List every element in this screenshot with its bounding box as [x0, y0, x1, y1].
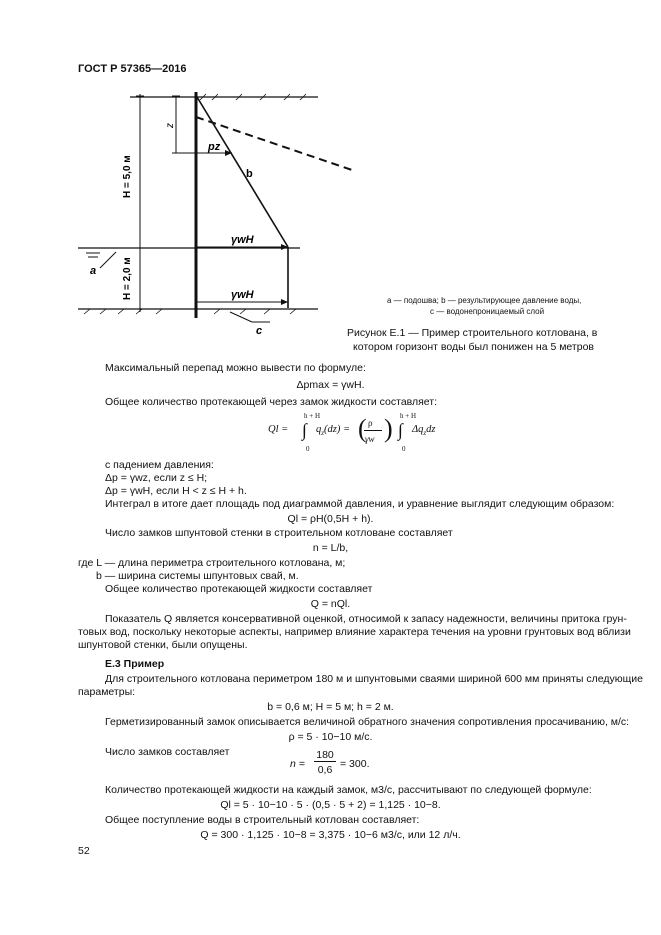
- limit-bottom: 0: [306, 445, 310, 453]
- label-H2: H = 2,0 м: [122, 257, 133, 300]
- fraction-numerator: 180: [314, 749, 336, 762]
- paragraph: Δp = γwz, если z ≤ H;: [105, 472, 208, 484]
- formula-n: n = L/b,: [312, 542, 349, 554]
- paragraph: шпунтовой стенки, были опущены.: [78, 639, 248, 651]
- formula-integral: Ql = h + H ∫ 0 $q_z(dz)$ = ( ρ γw ) h + H ∫ 0 $\Delta q_zdz$: [268, 412, 436, 453]
- paragraph: Герметизированный замок описывается величиной обратного значения сопротивления просачиванию, м/с:: [105, 716, 630, 728]
- label-gH-top: γwH: [231, 234, 254, 246]
- label-H5: H = 5,0 м: [122, 155, 133, 198]
- paragraph: Интеграл в итоге дает площадь под диаграммой давления, и уравнение выглядит следующим образом:: [105, 498, 615, 510]
- formula-ql-value: Ql = 5 · 10−10 · 5 · (0,5 · 5 + 2) = 1,125 · 10−8.: [220, 799, 441, 811]
- label-gH-bot: γwH: [231, 289, 254, 301]
- figure-caption-1: Рисунок Е.1 — Пример строительного котлована, в: [347, 327, 598, 339]
- paragraph: Для строительного котлована периметром 180 м и шпунтовыми сваями шириной 600 мм приняты следующие: [105, 673, 643, 685]
- document-header: ГОСТ Р 57365—2016: [78, 63, 187, 75]
- label-pz: pz: [208, 141, 221, 153]
- frac-gw: γw: [365, 434, 375, 444]
- label-a: a: [90, 265, 97, 277]
- figure-legend-2: c — водонепроницаемый слой: [430, 307, 545, 316]
- formula-q: Q = nQl.: [310, 598, 351, 610]
- fraction-denominator: 0,6: [317, 764, 333, 776]
- paragraph: с падением давления:: [105, 459, 214, 471]
- section-heading: Е.3 Пример: [105, 658, 165, 670]
- paragraph: Общее количество протекающей через замок жидкости составляет:: [105, 396, 438, 408]
- paragraph: Число замков составляет: [105, 746, 230, 758]
- formula-rho: ρ = 5 · 10−10 м/с.: [288, 731, 373, 743]
- paragraph: Число замков шпунтовой стенки в строительном котловане составляет: [105, 527, 453, 539]
- paragraph: где L — длина периметра строительного котлована, м;: [78, 557, 346, 569]
- paragraph: b — ширина системы шпунтовых свай, м.: [96, 570, 299, 582]
- limit-bottom-2: 0: [402, 445, 406, 453]
- paragraph: Общее поступление воды в строительный котлован составляет:: [105, 814, 420, 826]
- formula-n-lhs: n =: [290, 758, 305, 770]
- page-number: 52: [78, 845, 90, 857]
- figure-caption-2: котором горизонт воды был понижен на 5 метров: [353, 341, 594, 353]
- paragraph: Максимальный перепад можно вывести по формуле:: [105, 362, 366, 374]
- formula-total: Q = 300 · 1,125 · 10−8 = 3,375 · 10−6 м3/с, или 12 л/ч.: [200, 829, 461, 841]
- formula-n-rhs: = 300.: [340, 758, 370, 770]
- label-z: z: [165, 123, 176, 128]
- limit-top: h + H: [304, 412, 321, 420]
- paragraph: Количество протекающей жидкости на каждый замок, м3/с, рассчитывают по следующей формуле:: [105, 784, 592, 796]
- paragraph: Δp = γwH, если H < z ≤ H + h.: [105, 485, 247, 497]
- paragraph: Показатель Q является консервативной оценкой, относимой к запасу надежности, величины притока грун-: [105, 613, 627, 625]
- figure-legend-1: a — подошва; b — результирующее давление воды,: [387, 296, 582, 305]
- paragraph: товых вод, поскольку некоторые аспекты, например влияние характера течения на уровни грунтовых вод вблизи: [78, 626, 631, 638]
- formula-params: b = 0,6 м; H = 5 м; h = 2 м.: [267, 701, 394, 713]
- formula-dp-max: Δpmax = γwH.: [296, 379, 365, 391]
- paragraph: Общее количество протекающей жидкости составляет: [105, 583, 373, 595]
- paragraph: параметры:: [78, 686, 136, 698]
- excavation-diagram: [0, 85, 661, 425]
- label-c: c: [256, 325, 263, 337]
- limit-top-2: h + H: [400, 412, 417, 420]
- formula-ql: Ql = ρH(0,5H + h).: [287, 513, 374, 525]
- frac-rho: ρ: [368, 418, 373, 428]
- formula-lhs: Ql =: [268, 424, 289, 435]
- label-b: b: [246, 168, 253, 180]
